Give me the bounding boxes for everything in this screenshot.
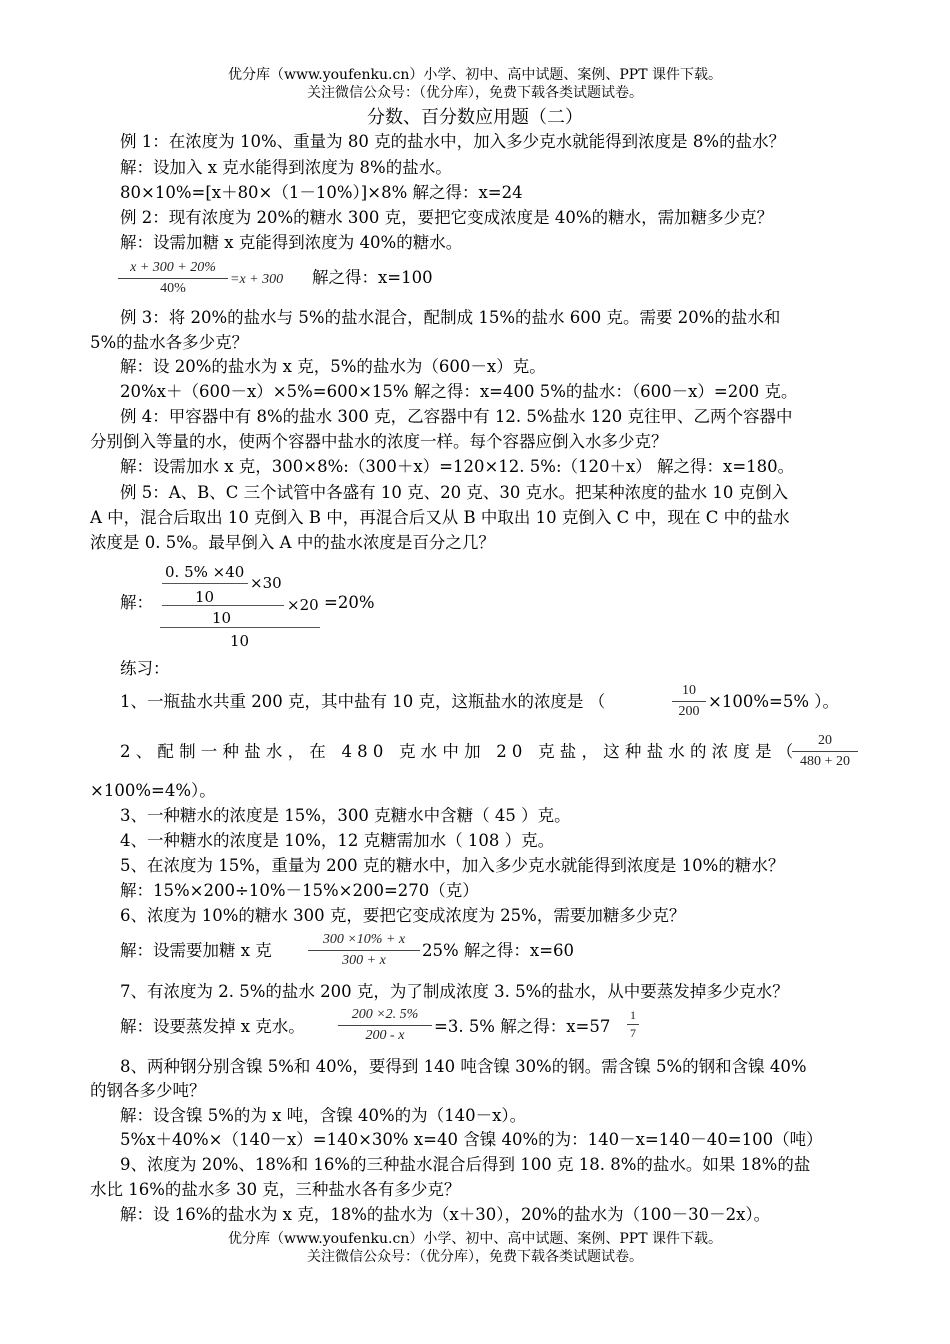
footer-line-2: 关注微信公众号：（优分库），免费下载各类试题试卷。: [307, 1249, 643, 1265]
practice-9-line-1: 9、浓度为 20%、18%和 16%的三种盐水混合后得到 100 克 18. 8%的盐水。如果 18%的盐: [120, 1155, 811, 1174]
example-4-question-line-1: 例 4：甲容器中有 8%的盐水 300 克，乙容器中有 12. 5%盐水 120 克往甲、乙两个容器中: [120, 407, 793, 426]
practice-8-line-2: 的钢各多少吨？: [90, 1081, 206, 1100]
example-5-outer-denominator: 10: [230, 632, 250, 650]
practice-label: 练习：: [120, 659, 170, 678]
example-5-question-line-2: A 中，混合后取出 10 克倒入 B 中，再混合后又从 B 中取出 10 克倒入 C 中，现在 C 中的盐水: [90, 508, 790, 527]
example-2-question: 例 2：现有浓度为 20%的糖水 300 克，要把它变成浓度是 40%的糖水，需加糖多少克？: [120, 208, 774, 227]
example-2-solution-setup: 解：设需加糖 x 克能得到浓度为 40%的糖水。: [120, 233, 463, 252]
practice-8-solution-setup: 解：设含镍 5%的为 x 吨，含镍 40%的为（140－x）。: [120, 1106, 527, 1125]
example-1-equation: 80×10%=[x＋80×（1－10%）]×8% 解之得：x=24: [120, 183, 523, 202]
practice-5-solution: 解：15%×200÷10%－15%×200=270（克）: [120, 881, 479, 900]
practice-7-mixed-fraction: 1 7: [627, 1008, 639, 1041]
header-line-2: 关注微信公众号：（优分库），免费下载各类试题试卷。: [307, 85, 643, 101]
practice-7: 7、有浓度为 2. 5%的盐水 200 克，为了制成浓度 3. 5%的盐水，从中要蒸发掉多少克水？: [120, 982, 789, 1001]
practice-4: 4、一种糖水的浓度是 10%，12 克糖需加水（ 108 ）克。: [120, 831, 555, 850]
practice-1-fraction: 10 200: [672, 682, 706, 721]
example-5-result: =20%: [324, 593, 375, 612]
practice-9-solution: 解：设 16%的盐水为 x 克，18%的盐水为（x＋30），20%的盐水为（100－30－2x）。: [120, 1205, 771, 1224]
example-1-question: 例 1：在浓度为 10%、重量为 80 克的盐水中，加入多少克水就能得到浓度是 8%的盐水？: [120, 132, 786, 151]
example-5-inner-numerator: 0. 5% ×40: [165, 563, 245, 581]
practice-2-after: ×100%=4%）。: [90, 781, 216, 800]
header-line-1: 优分库（www.youfenku.cn）小学、初中、高中试题、案例、PPT 课件下载。: [227, 67, 722, 83]
practice-8-solution-equation: 5%x＋40%×（140－x）=140×30% x=40 含镍 40%的为：140－x=140－40=100（吨）: [120, 1130, 823, 1149]
practice-1-text: 1、一瓶盐水共重 200 克，其中盐有 10 克，这瓶盐水的浓度是 （: [120, 692, 606, 711]
example-5-solution-label: 解：: [120, 593, 153, 612]
practice-6-fraction: 300 ×10% + x 300 + x: [308, 931, 420, 970]
example-5-inner-fraction-bar: [162, 583, 248, 584]
example-5-times-20: ×20: [287, 596, 319, 614]
example-5-question-line-1: 例 5：A、B、C 三个试管中各盛有 10 克、20 克、30 克水。把某种浓度的盐水 10 克倒入: [120, 483, 789, 502]
example-5-middle-fraction-bar: [162, 605, 284, 606]
example-4-solution: 解：设需加水 x 克，300×8%:（300＋x）=120×12. 5%:（120＋x） 解之得：x=180。: [120, 457, 795, 476]
example-5-inner-denominator: 10: [195, 588, 215, 606]
page-title: 分数、百分数应用题（二）: [367, 107, 583, 128]
example-5-outer-fraction-bar: [160, 627, 320, 628]
practice-2-fraction: 20 480 + 20: [792, 732, 858, 771]
footer-line-1: 优分库（www.youfenku.cn）小学、初中、高中试题、案例、PPT 课件下载。: [227, 1231, 722, 1247]
example-3-question-line-2: 5%的盐水各多少克？: [90, 333, 249, 352]
example-4-question-line-2: 分别倒入等量的水，使两个容器中盐水的浓度一样。每个容器应倒入水多少克？: [90, 432, 668, 451]
example-3-equation: 20%x＋（600－x）×5%=600×15% 解之得：x=400 5%的盐水：（600－x）=200 克。: [120, 382, 798, 401]
practice-6-solution-setup: 解：设需要加糖 x 克: [120, 941, 272, 960]
example-5-middle-denominator: 10: [212, 609, 232, 627]
example-3-question-line-1: 例 3：将 20%的盐水与 5%的盐水混合，配制成 15%的盐水 600 克。需要 20%的盐水和: [120, 308, 781, 327]
practice-6-solution-result: 25% 解之得：x=60: [422, 941, 575, 960]
example-1-solution-setup: 解：设加入 x 克水能得到浓度为 8%的盐水。: [120, 158, 452, 177]
practice-7-solution-result: =3. 5% 解之得：x=57: [434, 1017, 611, 1036]
practice-9-line-2: 水比 16%的盐水多 30 克，三种盐水各有多少克？: [90, 1180, 461, 1199]
practice-7-solution-setup: 解：设要蒸发掉 x 克水。: [120, 1017, 305, 1036]
practice-5: 5、在浓度为 15%，重量为 200 克的糖水中，加入多少克水就能得到浓度是 10%的糖水？: [120, 856, 785, 875]
practice-7-fraction: 200 ×2. 5% 200 - x: [338, 1006, 432, 1045]
practice-6: 6、浓度为 10%的糖水 300 克，要把它变成浓度为 25%，需要加糖多少克？: [120, 906, 686, 925]
practice-1-after: ×100%=5% ）。: [708, 692, 839, 711]
practice-8-line-1: 8、两种钢分别含镍 5%和 40%，要得到 140 吨含镍 30%的钢。需含镍 5%的钢和含镍 40%: [120, 1057, 807, 1076]
example-2-rhs: =x + 300: [230, 272, 284, 287]
example-3-solution-setup: 解：设 20%的盐水为 x 克，5%的盐水为（600－x）克。: [120, 357, 546, 376]
practice-2-text: 2、配制一种盐水，在 480 克水中加 20 克盐，这种盐水的浓度是（: [120, 742, 799, 761]
example-5-times-30: ×30: [250, 574, 282, 592]
example-2-fraction: x + 300 + 20% 40%: [118, 259, 228, 298]
example-5-question-line-3: 浓度是 0. 5%。最早倒入 A 中的盐水浓度是百分之几？: [90, 533, 495, 552]
practice-3: 3、一种糖水的浓度是 15%，300 克糖水中含糖（ 45 ）克。: [120, 806, 571, 825]
example-2-answer: 解之得：x=100: [312, 268, 433, 287]
